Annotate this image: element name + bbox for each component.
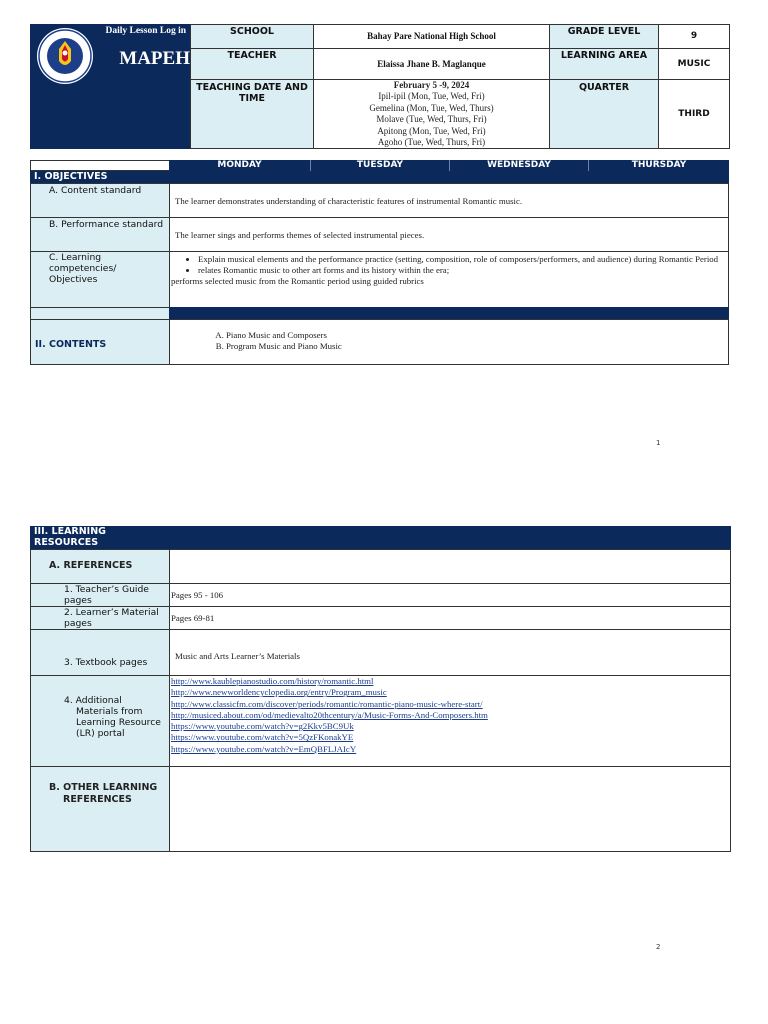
other-references-label-text: B. OTHER LEARNING REFERENCES bbox=[49, 782, 158, 805]
references-label: A. REFERENCES bbox=[30, 549, 170, 584]
quarter-label: QUARTER bbox=[549, 79, 659, 149]
additional-materials-label-text: 4. Additional Materials from Learning Resource (LR) portal bbox=[64, 695, 161, 739]
header-left-panel bbox=[30, 24, 190, 149]
performance-standard-label: B. Performance standard bbox=[30, 217, 170, 252]
deped-seal-icon bbox=[36, 27, 94, 85]
content-standard-label: A. Content standard bbox=[30, 183, 170, 218]
grade-value: 9 bbox=[658, 24, 730, 49]
contents-list bbox=[169, 319, 729, 365]
blank-corner-cell bbox=[30, 160, 170, 171]
school-label: SCHOOL bbox=[190, 24, 314, 49]
competency-extra: performs selected music from the Romantic period using guided rubrics bbox=[171, 276, 424, 286]
additional-materials-links bbox=[169, 675, 731, 767]
contents-item: A. Piano Music and Composers bbox=[226, 330, 728, 341]
references-empty bbox=[169, 549, 731, 584]
grade-label: GRADE LEVEL bbox=[549, 24, 659, 49]
additional-materials-label bbox=[30, 675, 170, 767]
school-value: Bahay Pare National High School bbox=[313, 24, 550, 49]
learning-competencies-label bbox=[30, 251, 170, 308]
performance-standard-text: The learner sings and performs themes of selected instrumental pieces. bbox=[169, 217, 729, 252]
learners-material-label-text: 2. Learner’s Material pages bbox=[64, 607, 159, 629]
page-number-1: 1 bbox=[656, 439, 661, 447]
learning-area-value: MUSIC bbox=[658, 48, 730, 80]
resource-link[interactable]: https://www.youtube.com/watch?v=5QzFKonakYE bbox=[171, 732, 354, 743]
resource-link[interactable]: https://www.youtube.com/watch?v=EmQBFLJAIcY bbox=[171, 743, 357, 754]
competency-item: • Explain musical elements and the performance practice (setting, composition, role of composers/performers, and audience) during Romantic Period bbox=[198, 254, 722, 265]
teacher-value: Elaissa Jhane B. Maglanque bbox=[313, 48, 550, 80]
resource-link[interactable]: http://www.kaublepianostudio.com/history/romantic.html bbox=[171, 676, 374, 686]
teachers-guide-label bbox=[30, 583, 170, 607]
date-range: February 5 -9, 2024 bbox=[393, 80, 470, 90]
resource-link[interactable]: https://www.youtube.com/watch?v=g2Kkv5BC9Uk bbox=[171, 721, 354, 732]
teaching-date-value bbox=[313, 79, 550, 149]
teaching-date-label: TEACHING DATE AND TIME bbox=[190, 79, 314, 149]
objectives-heading: I. OBJECTIVES bbox=[30, 171, 729, 183]
day-header-monday: MONDAY bbox=[169, 160, 311, 171]
learners-material-value: Pages 69-81 bbox=[169, 606, 731, 630]
competency-item: • relates Romantic music to other art forms and its history within the era; bbox=[198, 265, 722, 276]
textbook-label: 3. Textbook pages bbox=[30, 629, 170, 676]
schedule-line: Agoho (Tue, Wed, Thurs, Fri) bbox=[377, 137, 486, 148]
quarter-value: THIRD bbox=[658, 79, 730, 149]
resource-link[interactable]: http://musiced.about.com/od/medievalto20thcentury/a/Music-Forms-And-Composers.htm bbox=[171, 709, 488, 720]
resources-header-bar bbox=[169, 526, 731, 550]
learning-area-label: LEARNING AREA bbox=[549, 48, 659, 80]
day-header-tuesday: TUESDAY bbox=[311, 160, 450, 171]
competencies-label-text: C. Learning competencies/ Objectives bbox=[49, 252, 117, 285]
teachers-guide-label-text: 1. Teacher’s Guide pages bbox=[64, 584, 149, 606]
other-references-label bbox=[30, 766, 170, 852]
subject-title: MAPEH bbox=[119, 48, 190, 69]
contents-item: B. Program Music and Piano Music bbox=[226, 341, 728, 352]
schedule-line: Apitong (Mon, Tue, Wed, Fri) bbox=[377, 125, 486, 136]
day-header-thursday: THURSDAY bbox=[589, 160, 729, 171]
learners-material-label bbox=[30, 606, 170, 630]
resource-link[interactable]: http://www.classicfm.com/discover/periods/romantic/romantic-piano-music-where-start/ bbox=[171, 698, 483, 709]
learning-competencies-text bbox=[169, 251, 729, 308]
resources-heading: III. LEARNING RESOURCES bbox=[30, 526, 170, 550]
teachers-guide-value: Pages 95 - 106 bbox=[169, 583, 731, 607]
schedule-line: Molave (Tue, Wed, Thurs, Fri) bbox=[376, 114, 487, 125]
log-title: Daily Lesson Log in bbox=[105, 26, 186, 36]
textbook-value: Music and Arts Learner’s Materials bbox=[169, 629, 731, 676]
teacher-label: TEACHER bbox=[190, 48, 314, 80]
resource-link[interactable]: http://www.newworldencyclopedia.org/entry/Program_music bbox=[171, 687, 387, 698]
other-references-empty bbox=[169, 766, 731, 852]
day-header-wednesday: WEDNESDAY bbox=[450, 160, 589, 171]
content-standard-text: The learner demonstrates understanding of characteristic features of instrumental Romantic music. bbox=[169, 183, 729, 218]
contents-heading: II. CONTENTS bbox=[30, 319, 170, 365]
schedule-line: Gemelina (Mon, Tue, Wed, Thurs) bbox=[369, 102, 494, 113]
schedule-line: Ipil-ipil (Mon, Tue, Wed, Fri) bbox=[378, 91, 485, 102]
page-number-2: 2 bbox=[656, 943, 661, 951]
